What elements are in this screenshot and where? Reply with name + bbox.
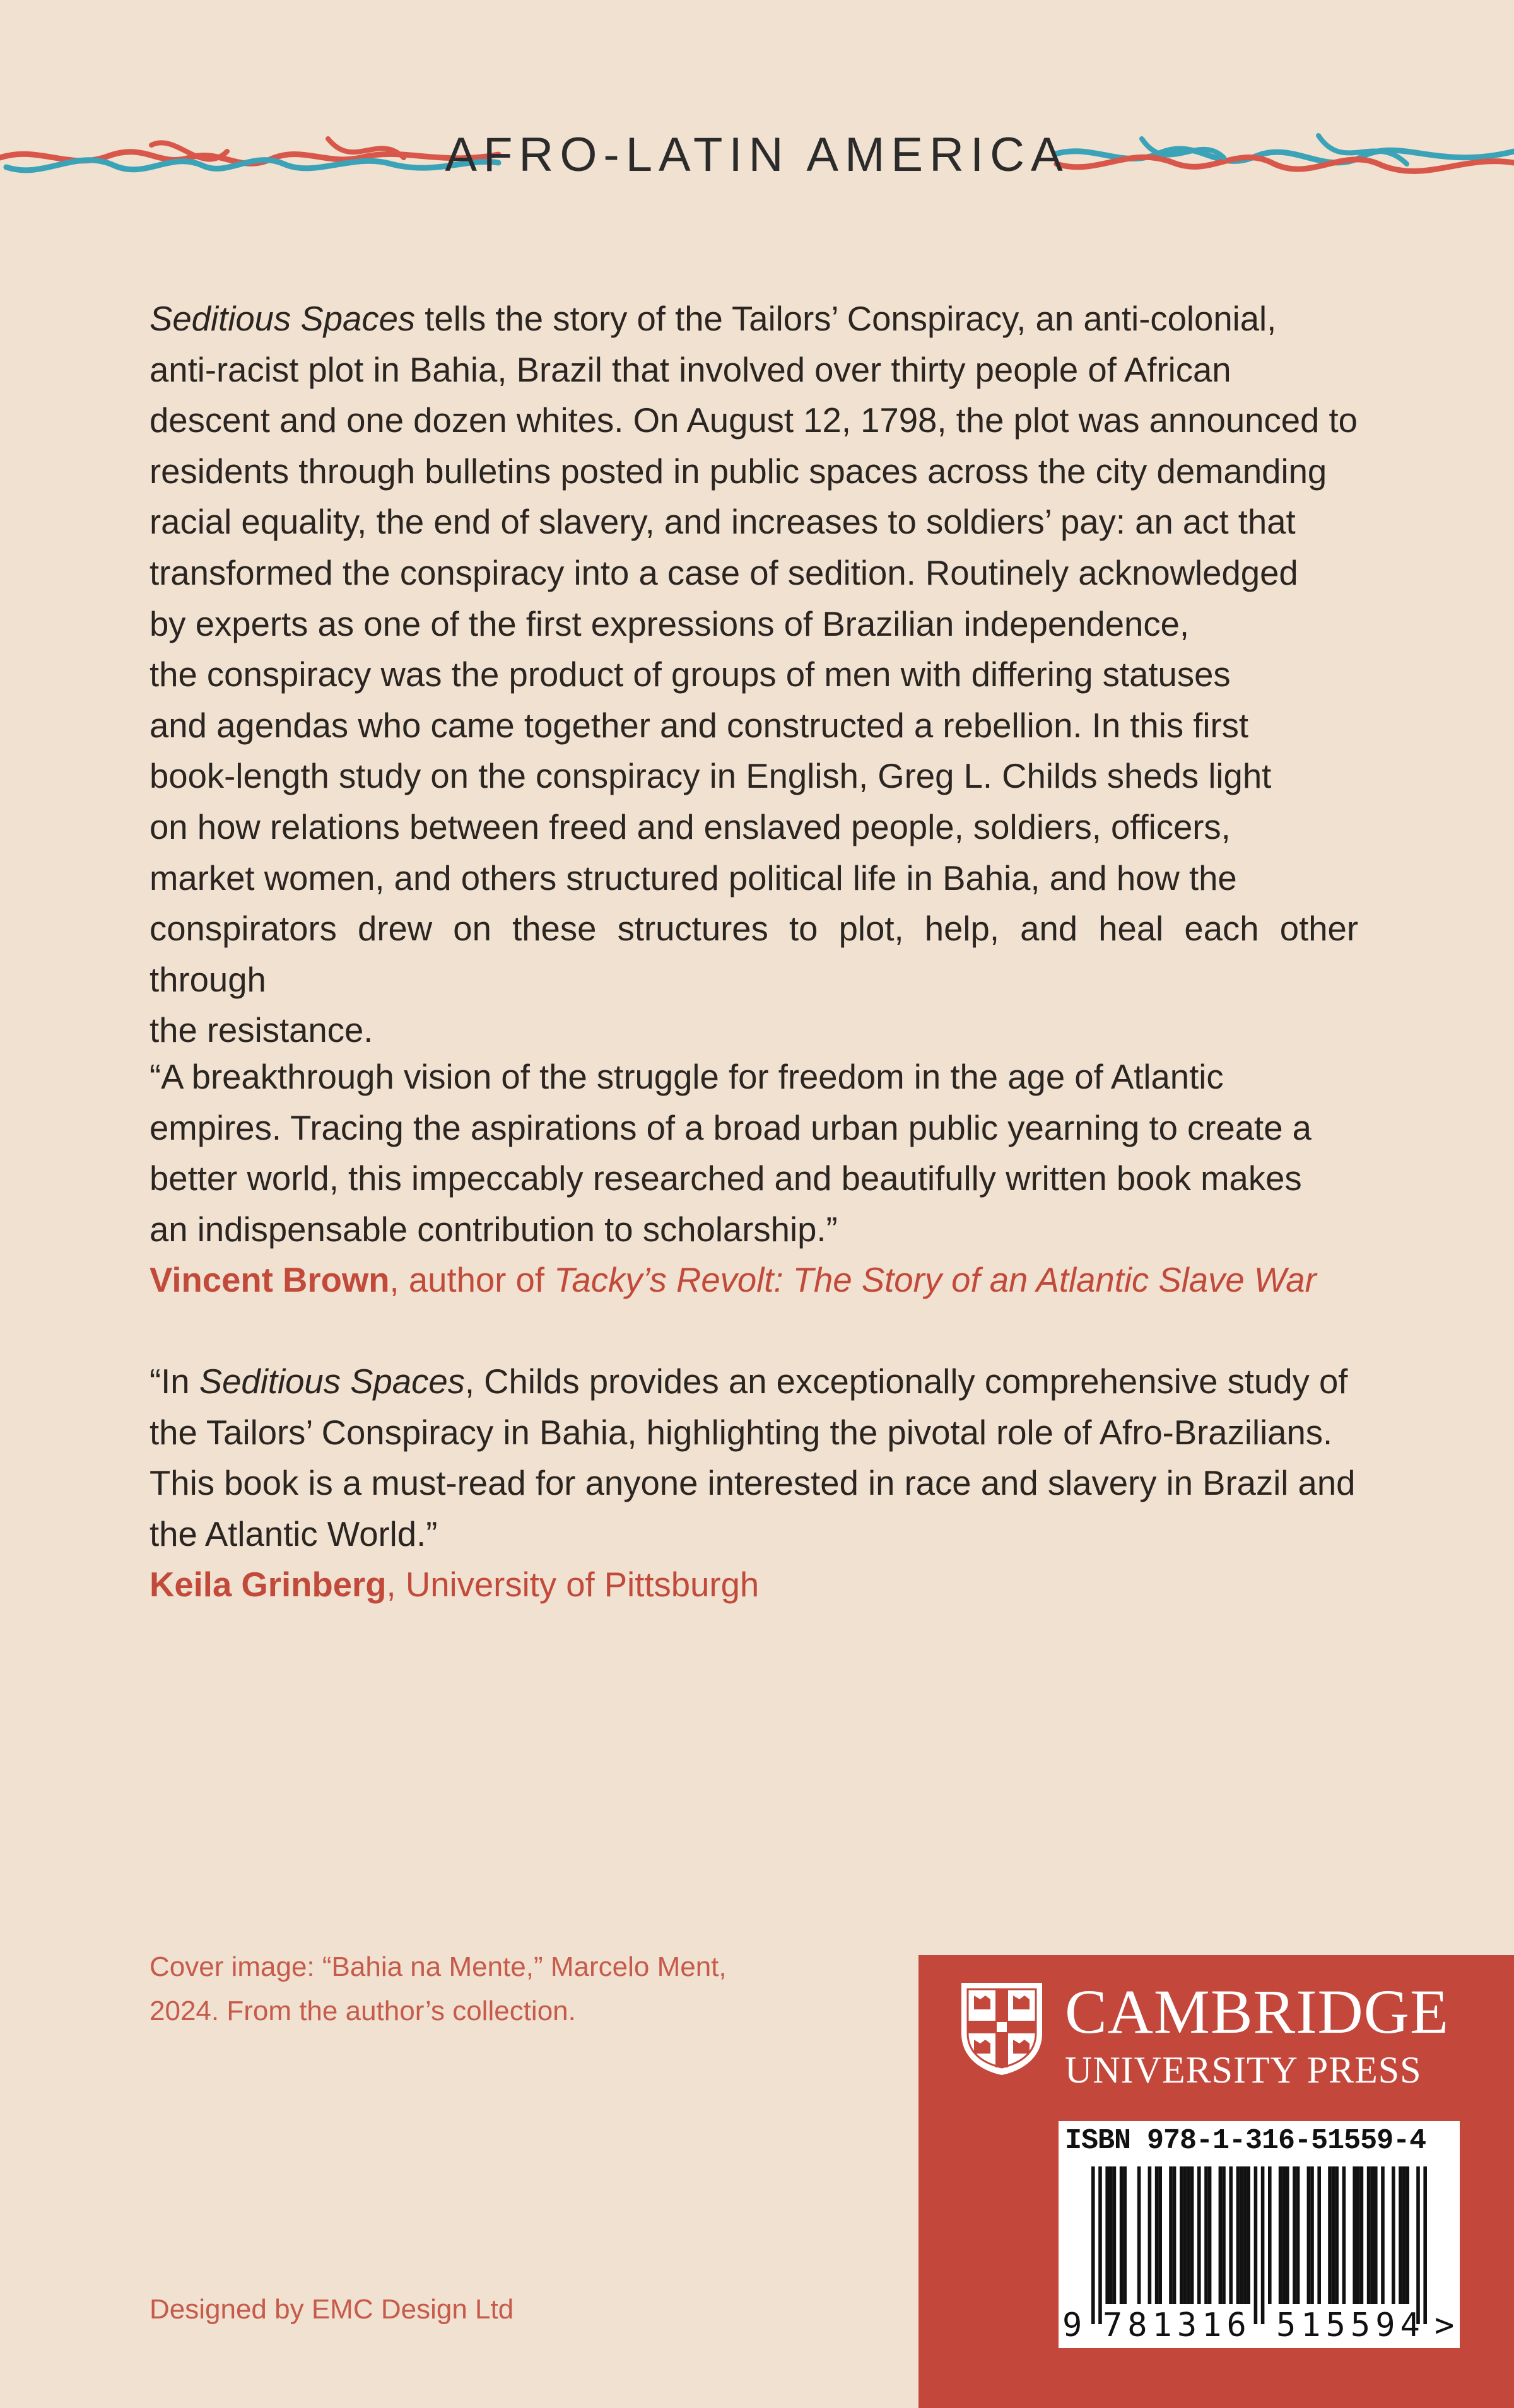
series-title: AFRO-LATIN AMERICA <box>445 128 1069 182</box>
barcode-bar <box>1105 2166 1109 2304</box>
barcode-lead-digit: 9 <box>1062 2306 1083 2344</box>
barcode-bar <box>1187 2166 1190 2304</box>
blurb-line: by experts as one of the first expressions of Brazilian independence, <box>150 604 1190 643</box>
quote-line: empires. Tracing the aspirations of a broad urban public yearning to create a <box>150 1108 1312 1147</box>
barcode-bar <box>1219 2166 1223 2304</box>
quote-line: “In Seditious Spaces, Childs provides an exceptionally comprehensive study of <box>150 1362 1348 1401</box>
publisher-panel <box>918 1955 1514 2408</box>
barcode-bar <box>1328 2166 1332 2304</box>
barcode-bar <box>1370 2166 1374 2304</box>
blurb-line: on how relations between freed and enslaved people, soldiers, officers, <box>150 807 1231 846</box>
barcode-bar <box>1307 2166 1311 2304</box>
quote-line: an indispensable contribution to scholarship.” <box>150 1210 838 1249</box>
quote-line: “A breakthrough vision of the struggle for freedom in the age of Atlantic <box>150 1058 1224 1096</box>
barcode-bar <box>1222 2166 1226 2304</box>
blurb-line: the resistance. <box>150 1011 373 1050</box>
barcode-bar <box>1190 2166 1194 2304</box>
barcode-bar <box>1236 2166 1240 2304</box>
endorser-attribution: Keila Grinberg, University of Pittsburgh <box>150 1565 760 1604</box>
barcode-bar <box>1392 2166 1395 2304</box>
barcode-bar <box>1374 2166 1378 2304</box>
blurb-line: anti-racist plot in Bahia, Brazil that involved over thirty people of African <box>150 350 1231 389</box>
barcode-bar <box>1342 2166 1346 2304</box>
barcode-bar <box>1261 2166 1265 2324</box>
blurb-line: book-length study on the conspiracy in English, Greg L. Childs sheds light <box>150 757 1272 796</box>
barcode-bar <box>1416 2166 1420 2324</box>
quote-line: the Atlantic World.” <box>150 1514 438 1553</box>
book-title-italic: Seditious Spaces <box>150 300 416 338</box>
blurb-line: transformed the conspiracy into a case of sedition. Routinely acknowledged <box>150 553 1298 592</box>
barcode-bar <box>1120 2166 1124 2304</box>
blurb-line: Seditious Spaces tells the story of the Tailors’ Conspiracy, an anti-colonial, <box>150 300 1277 338</box>
barcode-bar <box>1247 2166 1250 2304</box>
barcode-bar <box>1317 2166 1321 2304</box>
endorser-name: Keila Grinberg <box>150 1565 387 1604</box>
barcode-bar <box>1197 2166 1201 2304</box>
barcode-bar <box>1296 2166 1300 2304</box>
quote-line: the Tailors’ Conspiracy in Bahia, highlighting the pivotal role of Afro-Brazilians. <box>150 1413 1333 1452</box>
barcode-bar <box>1381 2166 1385 2304</box>
barcode-left-digits: 781316 <box>1103 2306 1252 2344</box>
barcode-bar <box>1113 2166 1117 2304</box>
barcode-bar <box>1240 2166 1243 2304</box>
barcode-bar <box>1137 2166 1141 2304</box>
barcode-bar <box>1155 2166 1159 2304</box>
barcode-bar <box>1169 2166 1173 2304</box>
barcode-bar <box>1208 2166 1212 2304</box>
endorser-name: Vincent Brown <box>150 1261 390 1300</box>
barcode-right-digits: 515594 <box>1276 2306 1425 2344</box>
barcode-bar <box>1148 2166 1152 2304</box>
barcode-bar <box>1180 2166 1183 2304</box>
blurb-line: conspirators drew on these structures to plot, help, and heal each other through <box>150 909 1358 999</box>
book-blurb <box>150 294 1358 1056</box>
endorsement-quote-1 <box>150 1052 1358 1306</box>
cambridge-crest-icon <box>958 1979 1046 2078</box>
barcode-bar <box>1282 2166 1286 2304</box>
barcode-bar <box>1243 2166 1247 2304</box>
barcode-bar <box>1286 2166 1289 2304</box>
designer-credit: Designed by EMC Design Ltd <box>150 2294 514 2325</box>
barcode-bar <box>1173 2166 1177 2304</box>
barcode-bar <box>1098 2166 1102 2324</box>
blurb-line: racial equality, the end of slavery, and increases to soldiers’ pay: an act that <box>150 503 1296 542</box>
blurb-line: residents through bulletins posted in public spaces across the city demanding <box>150 452 1327 491</box>
barcode-bar <box>1254 2166 1258 2324</box>
endorsement-quote-2 <box>150 1357 1358 1611</box>
quote-line: better world, this impeccably researched and beautifully written book makes <box>150 1159 1302 1198</box>
quote-line: This book is a must-read for anyone interested in race and slavery in Brazil and <box>150 1464 1356 1503</box>
isbn-barcode <box>1059 2121 1460 2348</box>
blurb-line: the conspiracy was the product of groups of men with differing statuses <box>150 655 1231 694</box>
barcode-bar <box>1268 2166 1272 2304</box>
barcode-bar <box>1183 2166 1187 2304</box>
barcode-bar <box>1229 2166 1233 2304</box>
cover-image-credit: Cover image: “Bahia na Mente,” Marcelo Ment, 2024. From the author’s collection. <box>150 1951 727 2026</box>
barcode-bar <box>1399 2166 1402 2304</box>
barcode-bar <box>1310 2166 1314 2304</box>
blurb-line: descent and one dozen whites. On August 12, 1798, the plot was announced to <box>150 401 1358 440</box>
book-title-italic: Seditious Spaces <box>199 1362 465 1401</box>
barcode-bar <box>1423 2166 1427 2324</box>
barcode-bar <box>1279 2166 1282 2304</box>
barcode-bar <box>1158 2166 1162 2304</box>
barcode-quiet-mark: > <box>1435 2306 1455 2344</box>
blurb-line: and agendas who came together and constructed a rebellion. In this first <box>150 706 1249 745</box>
barcode-bar <box>1360 2166 1364 2304</box>
blurb-line: market women, and others structured political life in Bahia, and how the <box>150 858 1237 897</box>
barcode-bar <box>1367 2166 1371 2304</box>
barcode-bar <box>1293 2166 1296 2304</box>
barcode-bar <box>1109 2166 1113 2304</box>
barcode-bar <box>1335 2166 1339 2304</box>
barcode-bar <box>1402 2166 1406 2304</box>
isbn-label: ISBN 978-1-316-51559-4 <box>1065 2125 1426 2157</box>
barcode-bar <box>1204 2166 1208 2304</box>
barcode-bar <box>1123 2166 1127 2304</box>
barcode-bar <box>1405 2166 1409 2304</box>
endorser-work-title: Tacky’s Revolt: The Story of an Atlantic Slave War <box>554 1261 1317 1300</box>
barcode-bar <box>1353 2166 1356 2304</box>
endorser-attribution: Vincent Brown, author of Tacky’s Revolt: The Story of an Atlantic Slave War <box>150 1261 1317 1300</box>
barcode-bar <box>1332 2166 1335 2304</box>
publisher-name: CAMBRIDGE UNIVERSITY PRESS <box>1065 1977 1450 2091</box>
barcode-bar <box>1091 2166 1095 2324</box>
barcode-bar <box>1356 2166 1360 2304</box>
